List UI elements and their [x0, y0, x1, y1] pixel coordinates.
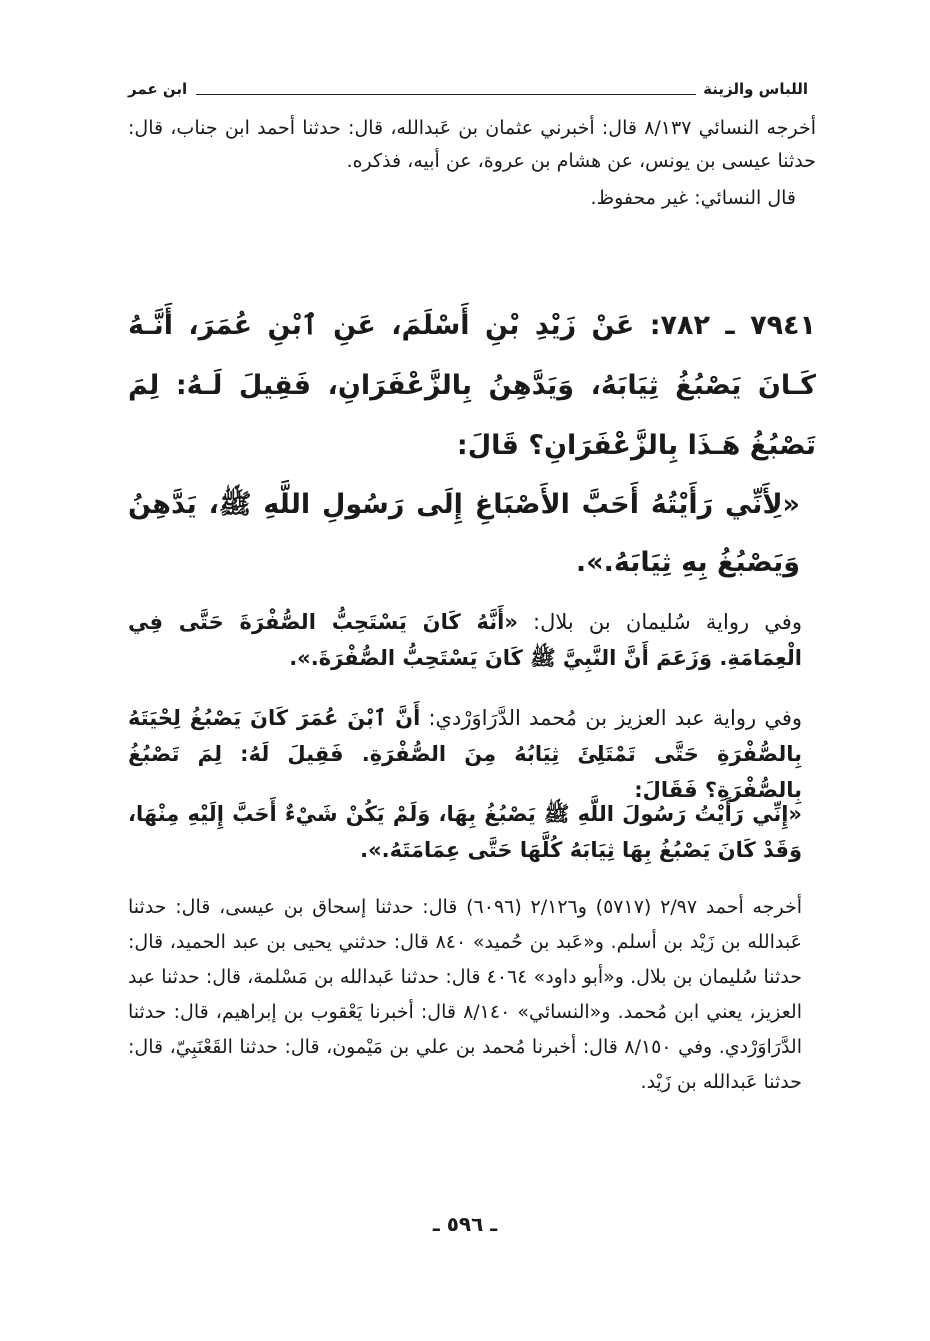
nasai-note: قال النسائي: غير محفوظ. [590, 187, 796, 209]
variant-sulayman-intro: وفي رواية سُليمان بن بلال: [517, 610, 802, 634]
header-narrator: ابن عمر [128, 80, 188, 98]
variant-daraawardi-quote-text: «إِنِّي رَأَيْتُ رَسُولَ اللَّهِ ﷺ يَصْبُغُ بِهَا، وَلَمْ يَكُنْ شَيْءٌ أَحَبَّ إِلَيْهِ مِنْهَا، وَقَدْ كَانَ يَصْبُغُ بِهَا ثِيَابَهُ كُلَّهَا حَتَّى عِمَامَتَهُ.». [128, 802, 802, 862]
hadith-text: عَنْ زَيْدِ بْنِ أَسْلَمَ، عَنِ ٱبْنِ عُمَرَ، أَنَّـهُ كَـانَ يَصْبُغُ ثِيَابَهُ، وَيَدَّهِنُ بِالزَّعْفَرَانِ، فَقِيلَ لَـهُ: لِمَ تَصْبُغُ هَـذَا بِالزَّعْفَرَانِ؟ قَالَ: [128, 310, 816, 461]
intro-section [128, 112, 816, 215]
variant-sulayman-text: «أَنَّهُ كَانَ يَسْتَحِبُّ الصُّفْرَةَ حَتَّى فِي الْعِمَامَةِ. وَزَعَمَ أَنَّ النَّبِيَّ ﷺ كَانَ يَسْتَحِبُّ الصُّفْرَةَ.». [128, 610, 802, 670]
takhrij-text: أخرجه أحمد ٢/٩٧ (٥٧١٧) و٢/١٢٦ (٦٠٩٦) قال: حدثنا إسحاق بن عيسى، قال: حدثنا عَبدالله بن زَيْد بن أسلم. و«عَبد بن حُميد» ٨٤٠ قال: حدثني يحيى بن عبد الحميد، قال: حدثنا سُليمان بن بلال. و«أبو داود» ٤٠٦٤ قال: حدثنا عَبدالله بن مَسْلمة، قال: حدثنا عبد العزيز، يعني ابن مُحمد. و«النسائي» ٨/١٤٠ قال: أخبرنا يَعْقوب بن إبراهيم، قال: حدثنا الدَّرَاوَرْدي. وفي ٨/١٥٠ قال: أخبرنا مُحمد بن علي بن مَيْمون، قال: حدثنا القَعْنَبِيّ، قال: حدثنا عَبدالله بن زَيْد. [128, 896, 803, 1093]
header-book-section: اللباس والزينة [703, 80, 808, 98]
header-rule [196, 94, 696, 95]
hadith-main [128, 296, 816, 476]
variant-daraawardi [128, 700, 816, 808]
hadith-quote-text: «لِأَنِّي رَأَيْتُهُ أَحَبَّ الأَصْبَاغِ إِلَى رَسُولِ اللَّهِ ﷺ، يَدَّهِنُ وَيَصْبُغُ بِهِ ثِيَابَهُ.». [128, 489, 800, 578]
page-number: ـ ٥٩٦ ـ [432, 1212, 498, 1236]
hadith-number: ٧٩٤١ ـ ٧٨٢: [649, 310, 817, 341]
variant-sulayman [128, 604, 816, 676]
variant-daraawardi-intro: وفي رواية عبد العزيز بن مُحمد الدَّرَاوَرْدي: [420, 706, 802, 730]
running-header [128, 80, 808, 104]
variant-daraawardi-quote [128, 796, 816, 868]
hadith-quote [128, 476, 816, 592]
takhrij-section [128, 890, 816, 1100]
variant-daraawardi-text: أَنَّ ٱبْنَ عُمَرَ كَانَ يَصْبُغُ لِحْيَتَهُ بِالصُّفْرَةِ حَتَّى تَمْتَلِئَ ثِيَابُهُ مِنَ الصُّفْرَةِ. فَقِيلَ لَهُ: لِمَ تَصْبُغُ بِالصُّفْرَةِ؟ فَقَالَ: [128, 706, 802, 802]
intro-paragraph: أخرجه النسائي ٨/١٣٧ قال: أخبرني عثمان بن عَبدالله، قال: حدثنا أحمد ابن جناب، قال: حدثنا عيسى بن يونس، عن هشام بن عروة، عن أبيه، فذكره. [128, 117, 816, 172]
